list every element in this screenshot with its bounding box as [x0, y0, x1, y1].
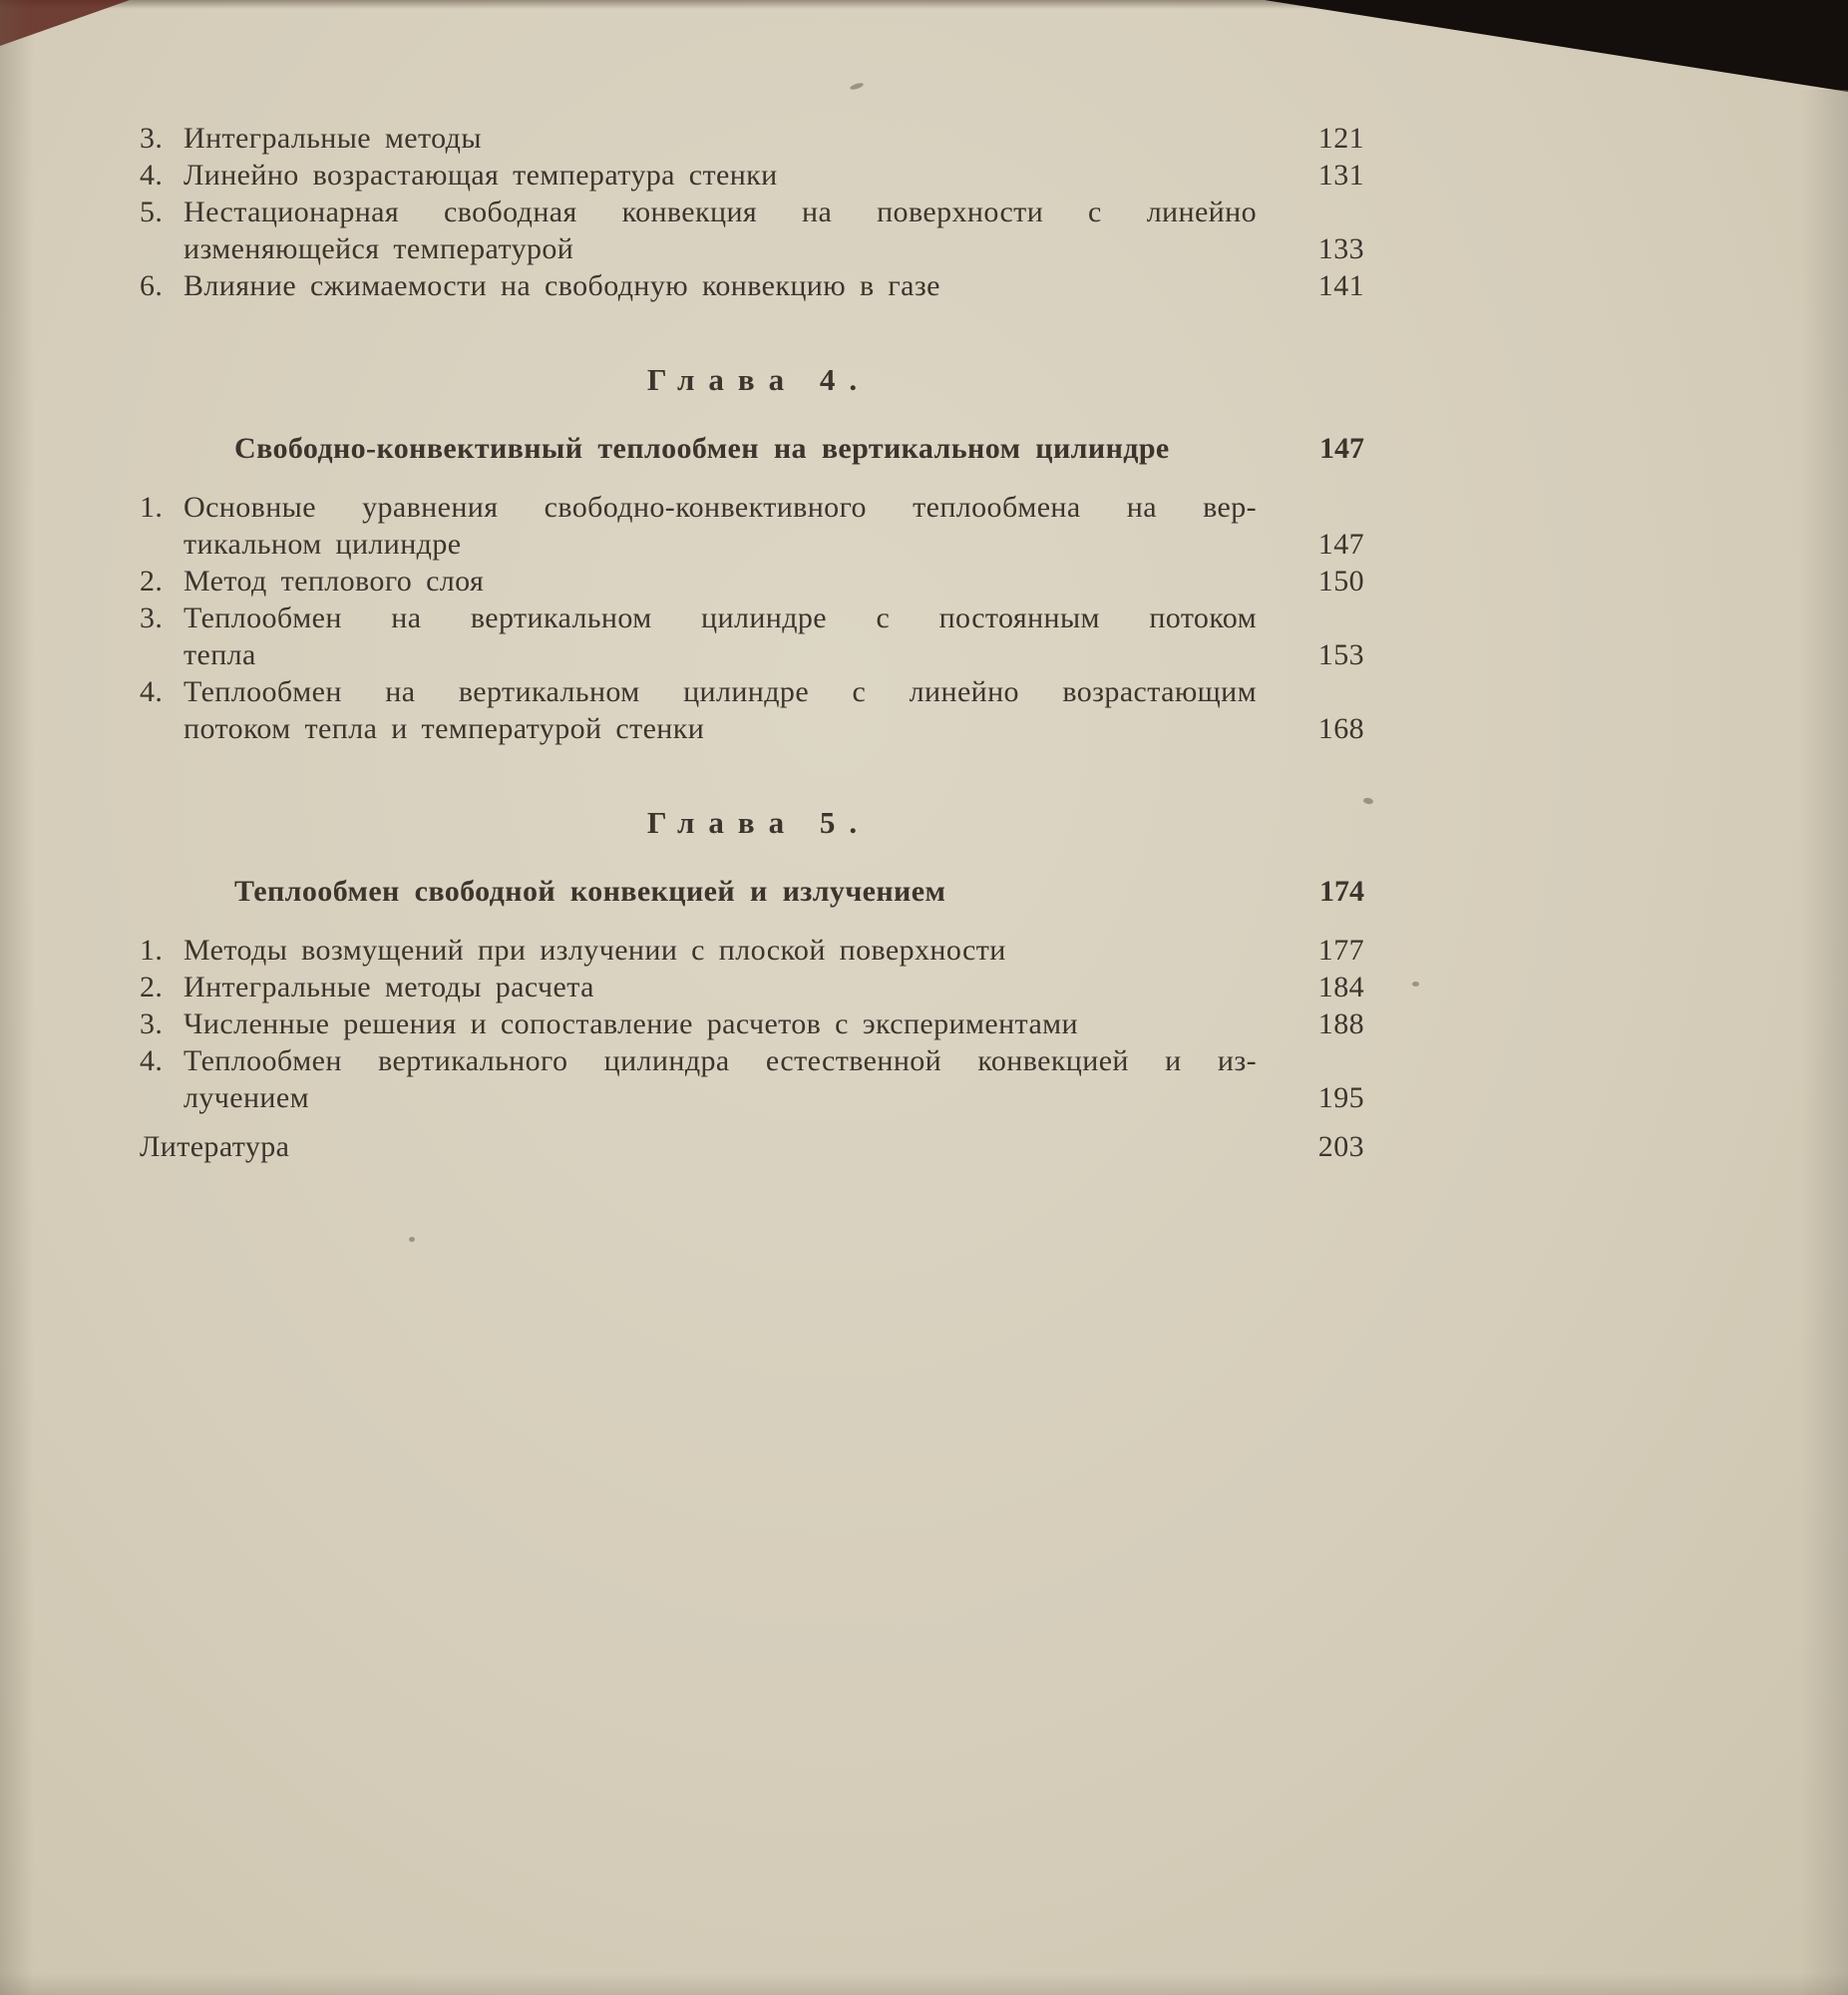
scan-artifact-smudge: [1412, 982, 1419, 987]
page-number: 203: [1317, 1130, 1364, 1163]
entry-text: [184, 1005, 1293, 1042]
page-number: 133: [1317, 232, 1364, 265]
entry-line: Метод теплового слоя: [184, 565, 485, 598]
entry-line: тепла: [184, 638, 256, 671]
entry-line: лучением: [184, 1081, 309, 1114]
page-number: 195: [1317, 1081, 1364, 1114]
page-right-edge-shadow: [1800, 90, 1848, 1995]
toc-entry: [140, 1005, 1364, 1042]
entry-text: [184, 157, 1293, 194]
toc-entry: [140, 969, 1364, 1005]
page-bottom-edge-shadow: [0, 1973, 1848, 1995]
entry-text: [184, 1042, 1293, 1116]
toc-entry: [140, 1042, 1364, 1116]
page-number: 153: [1317, 638, 1364, 671]
entry-number: 4.: [140, 675, 164, 708]
scan-artifact-smudge: [409, 1237, 415, 1242]
entry-number: 5.: [140, 196, 164, 228]
table-of-contents: [140, 120, 1364, 1165]
entry-line: Численные решения и сопоставление расчетов с экспериментами: [184, 1007, 1078, 1040]
entry-number: 4.: [140, 159, 164, 192]
entry-line: Теплообмен вертикального цилиндра естественной конвекцией и из-: [184, 1044, 1257, 1077]
toc-entry: [140, 932, 1364, 969]
chapter-section: [140, 362, 1364, 747]
entry-text: [184, 969, 1293, 1005]
chapter-title-row: [140, 430, 1364, 467]
page-number: 131: [1317, 159, 1364, 192]
chapter-title: Теплообмен свободной конвекцией и излучением: [234, 875, 946, 908]
literature-entry: [140, 1128, 1364, 1165]
entry-text: [184, 120, 1293, 157]
entry-text: [184, 932, 1293, 969]
page-left-edge-shadow: [0, 0, 34, 1995]
entry-text: [184, 267, 1293, 304]
entry-number: 2.: [140, 971, 164, 1003]
page-number: 121: [1317, 122, 1364, 155]
scan-artifact-smudge: [850, 82, 865, 91]
page-number: 168: [1317, 712, 1364, 745]
page-number: 141: [1317, 269, 1364, 302]
toc-entry: [140, 157, 1364, 194]
page-number: 150: [1317, 565, 1364, 598]
entry-text: [184, 489, 1293, 563]
toc-entry: [140, 120, 1364, 157]
entry-line: тикальном цилиндре: [184, 528, 462, 561]
chapter-section: [140, 805, 1364, 1116]
entry-line: Влияние сжимаемости на свободную конвекцию в газе: [184, 269, 940, 302]
toc-entry: [140, 599, 1364, 673]
entry-text: [184, 673, 1293, 747]
corner-shadow-top-right: [1265, 0, 1848, 92]
page-number: 147: [1319, 432, 1364, 465]
entry-line: Основные уравнения свободно-конвективного теплообмена на вер-: [184, 491, 1257, 524]
entry-line: Методы возмущений при излучении с плоской поверхности: [184, 934, 1006, 967]
chapter-title: Свободно-конвективный теплообмен на вертикальном цилиндре: [234, 432, 1170, 465]
chapter-heading: Глава 4.: [646, 362, 872, 397]
entry-line: Теплообмен на вертикальном цилиндре с линейно возрастающим: [184, 675, 1257, 708]
entry-number: 3.: [140, 122, 164, 155]
page-number: 188: [1317, 1007, 1364, 1040]
entry-text: [140, 1128, 1293, 1165]
toc-entry: [140, 194, 1364, 267]
entry-line: изменяющейся температурой: [184, 232, 574, 265]
entry-line: Интегральные методы: [184, 122, 482, 155]
entry-line: потоком тепла и температурой стенки: [184, 712, 705, 745]
entry-number: 3.: [140, 601, 164, 634]
toc-entry: [140, 673, 1364, 747]
entry-number: 3.: [140, 1007, 164, 1040]
entry-line: Интегральные методы расчета: [184, 971, 594, 1003]
entry-number: 2.: [140, 565, 164, 598]
page-number: 174: [1319, 875, 1364, 908]
chapter-heading: Глава 5.: [646, 805, 872, 840]
page-number: 184: [1317, 971, 1364, 1003]
entry-number: 6.: [140, 269, 164, 302]
chapter-title-row: [140, 873, 1364, 910]
toc-entry: [140, 267, 1364, 304]
entry-line: Литература: [140, 1130, 290, 1163]
toc-entry: [140, 489, 1364, 563]
entry-number: 4.: [140, 1044, 164, 1077]
entry-number: 1.: [140, 491, 164, 524]
toc-entry: [140, 563, 1364, 599]
entry-text: [184, 563, 1293, 599]
entry-number: 1.: [140, 934, 164, 967]
entry-line: Нестационарная свободная конвекция на поверхности с линейно: [184, 196, 1257, 228]
scan-artifact-smudge: [1363, 797, 1374, 805]
page-number: 147: [1317, 528, 1364, 561]
entry-line: Линейно возрастающая температура стенки: [184, 159, 778, 192]
page-number: 177: [1317, 934, 1364, 967]
entry-text: [184, 599, 1293, 673]
entry-text: [184, 194, 1293, 267]
entry-line: Теплообмен на вертикальном цилиндре с постоянным потоком: [184, 601, 1257, 634]
